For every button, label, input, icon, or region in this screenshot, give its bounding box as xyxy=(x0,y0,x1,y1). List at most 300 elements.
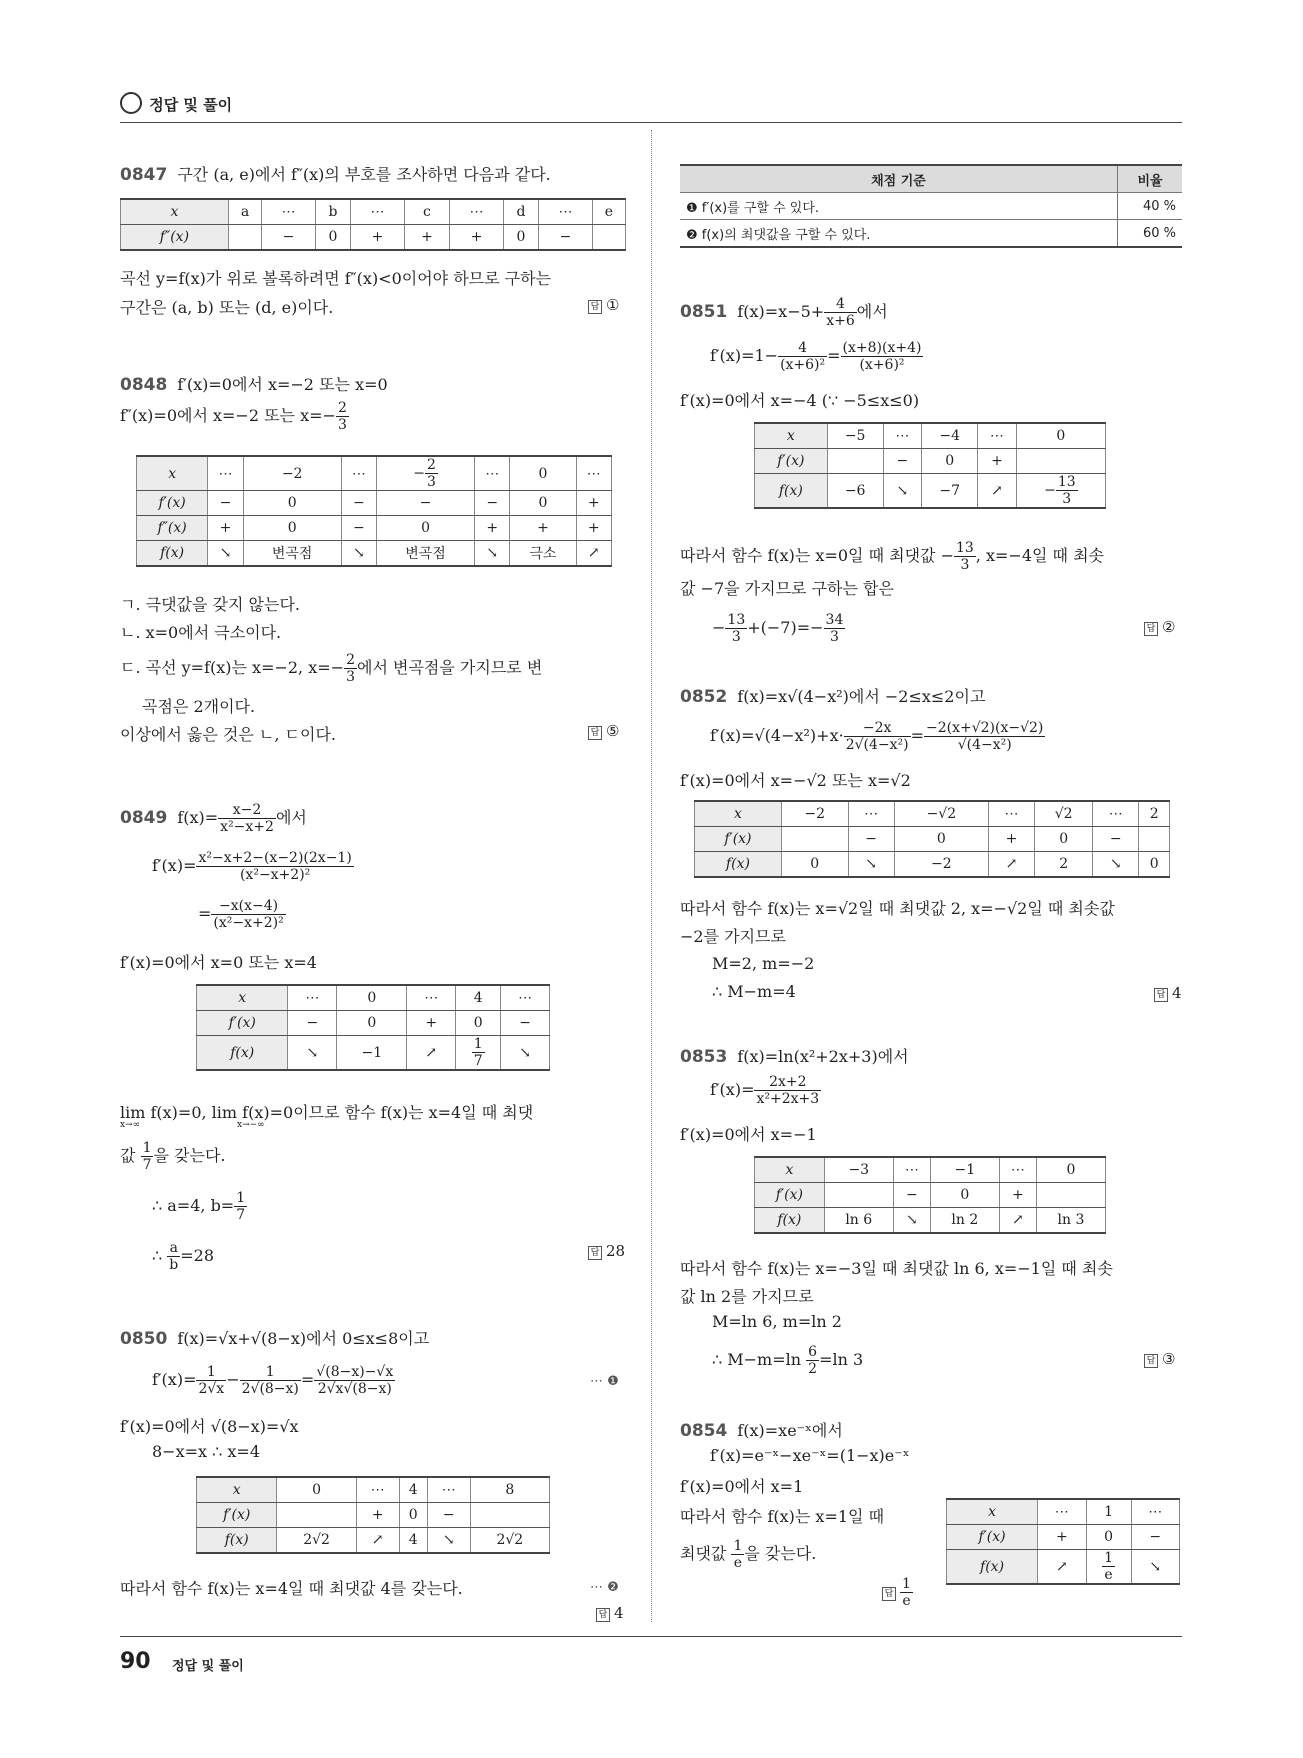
derivative-line: f′(x)=√(4−x²)+x· $\frac{-2x}{\text{2√(4−x²)}}$ = $\frac{-2(x+√2)(x-√2)}{\text{√(4−x²)}}$ xyxy=(710,720,1044,753)
table-cell: 0 xyxy=(510,491,576,516)
table-cell: d xyxy=(503,199,539,225)
table-cell: + xyxy=(1038,1525,1086,1550)
fraction xyxy=(314,1364,395,1397)
problem-text: 구간 (a, e)에서 f″(x)의 부호를 조사하면 다음과 같다. xyxy=(177,165,551,184)
numerator: 4 xyxy=(778,340,827,357)
table-cell: a xyxy=(228,199,261,225)
table-cell: 0 xyxy=(1016,423,1105,449)
grading-row xyxy=(680,220,1182,248)
numerator: 2 xyxy=(337,400,347,416)
table-cell: ↘ xyxy=(1131,1550,1179,1585)
answer-icon: 답 xyxy=(1144,622,1158,636)
text-line: 이상에서 옳은 것은 ㄴ, ㄷ이다. xyxy=(120,725,336,744)
fraction xyxy=(167,1240,180,1273)
table-row xyxy=(755,1208,1106,1234)
row-header: f″(x) xyxy=(121,225,229,251)
answer-icon: 답 xyxy=(1154,988,1168,1002)
table-cell: −1 xyxy=(930,1157,999,1183)
row-header: x xyxy=(197,1477,277,1503)
answer-value: ① xyxy=(606,296,620,314)
table-cell: 변곡점 xyxy=(377,541,475,567)
text: f′(x)=√(4−x²)+x· xyxy=(710,726,844,745)
answer-0852 xyxy=(1154,984,1182,1002)
denominator: 3 xyxy=(829,629,839,645)
numerator: x²−x+2−(x−2)(2x−1) xyxy=(198,850,352,866)
sign-table-0853 xyxy=(754,1156,1106,1234)
table-cell: ⋯ xyxy=(341,456,376,491)
row-header: x xyxy=(121,199,229,225)
row-header: x xyxy=(197,985,288,1011)
denominator: 3 xyxy=(1062,491,1072,507)
numerator: 2x+2 xyxy=(754,1074,821,1091)
table-row xyxy=(947,1525,1180,1550)
table-cell: 0 xyxy=(377,516,475,541)
answer-fraction xyxy=(900,1576,913,1609)
answer-value: ② xyxy=(1162,618,1176,636)
denominator: (x²−x+2)² xyxy=(239,867,311,883)
table-cell: ↗ xyxy=(407,1036,456,1071)
row-header: f′(x) xyxy=(197,1503,277,1528)
table-cell: ↘ xyxy=(288,1036,337,1071)
answer-0849 xyxy=(588,1242,625,1260)
table-cell: 0 xyxy=(894,827,988,852)
text: =28 xyxy=(180,1246,215,1265)
row-header: f′(x) xyxy=(137,491,208,516)
statement: ㄴ. x=0에서 극소이다. xyxy=(120,623,282,642)
table-cell: 2√2 xyxy=(277,1528,356,1554)
text-line xyxy=(152,1240,214,1273)
denominator: 2√(8−x) xyxy=(241,1381,299,1397)
problem-number: 0854 xyxy=(680,1421,728,1441)
problem-number: 0853 xyxy=(680,1047,728,1067)
table-cell: 0 xyxy=(337,985,407,1011)
derivative-line xyxy=(710,1074,821,1107)
fraction xyxy=(196,850,353,883)
table-cell: 0 xyxy=(456,1011,501,1036)
table-cell xyxy=(277,1503,356,1528)
numerator: 1 xyxy=(236,1190,246,1206)
smile-icon xyxy=(120,92,142,114)
grading-criteria: ❷ f(x)의 최댓값을 구할 수 있다. xyxy=(680,220,1118,248)
fraction xyxy=(240,1364,301,1397)
table-cell: − xyxy=(1131,1525,1179,1550)
text: ∴ M−m=ln xyxy=(712,1350,802,1369)
text: 에서 변곡점을 가지므로 변 xyxy=(357,658,543,677)
table-row xyxy=(137,541,612,567)
table-cell: ↘ xyxy=(475,541,510,567)
table-cell: + xyxy=(407,1011,456,1036)
row-header: x xyxy=(695,801,782,827)
text-line: M=2, m=−2 xyxy=(712,954,815,973)
table-cell: √2 xyxy=(1035,801,1093,827)
text: ∴ xyxy=(152,1246,163,1265)
text: 에서 xyxy=(856,302,888,321)
text-line xyxy=(712,612,845,645)
numerator: −2x xyxy=(844,720,911,737)
text-line: 값 ln 2를 가지므로 xyxy=(680,1287,814,1306)
table-cell: + xyxy=(475,516,510,541)
text-line: 곡선 y=f(x)가 위로 볼록하려면 f″(x)<0이어야 하므로 구하는 xyxy=(120,269,552,288)
table-cell: ⋯ xyxy=(988,801,1034,827)
table-cell: c xyxy=(404,199,449,225)
table-cell: −1 xyxy=(337,1036,407,1071)
numerator: 2 xyxy=(346,652,355,668)
table-cell xyxy=(827,449,883,474)
denominator: 2√x√(8−x) xyxy=(317,1381,392,1397)
row-header: x xyxy=(755,1157,825,1183)
table-cell: 변곡점 xyxy=(243,541,341,567)
numerator: −2(x+√2)(x−√2) xyxy=(926,720,1044,736)
grading-ratio: 40 % xyxy=(1118,193,1183,220)
table-row xyxy=(137,491,612,516)
denominator: 3 xyxy=(426,474,436,490)
table-row xyxy=(695,801,1170,827)
table-cell: −7 xyxy=(922,474,978,509)
table-row xyxy=(755,423,1106,449)
numerator: −x(x−4) xyxy=(211,898,285,915)
table-cell: −2 xyxy=(894,852,988,878)
problem-0850-header xyxy=(120,1326,429,1349)
row-header: f(x) xyxy=(755,474,828,509)
answer-icon: 답 xyxy=(1144,1354,1158,1368)
table-cell: − $\frac{13}{3}$ xyxy=(1016,474,1105,509)
table-cell: ↘ xyxy=(883,474,922,509)
table-cell: ↗ xyxy=(999,1208,1036,1234)
answer-value: 28 xyxy=(606,1242,626,1260)
denominator: 3 xyxy=(346,669,355,685)
table-cell: ↗ xyxy=(576,541,611,567)
table-row xyxy=(947,1499,1180,1525)
table-cell: ↘ xyxy=(848,852,894,878)
fraction xyxy=(141,1140,154,1173)
table-cell: ln 3 xyxy=(1036,1208,1105,1234)
table-cell xyxy=(592,225,625,251)
text-line xyxy=(152,1190,247,1223)
denominator: 2 xyxy=(808,1361,818,1377)
table-cell: − xyxy=(262,225,316,251)
grading-header-ratio: 비율 xyxy=(1118,165,1183,193)
text-line: 8−x=x ∴ x=4 xyxy=(152,1442,260,1461)
table-cell: ⋯ xyxy=(539,199,593,225)
table-cell: 1 xyxy=(1086,1499,1131,1525)
table-cell: − xyxy=(539,225,593,251)
table-cell: ⋯ xyxy=(999,1157,1036,1183)
table-cell: 0 xyxy=(1086,1525,1131,1550)
text-line: 구간은 (a, b) 또는 (d, e)이다. xyxy=(120,298,334,317)
fraction xyxy=(472,1036,485,1069)
numerator: 1 xyxy=(142,1140,152,1156)
grading-header-row xyxy=(680,165,1182,193)
fraction xyxy=(841,340,924,373)
text-line: 따라서 함수 f(x)는 x=1일 때 xyxy=(680,1507,885,1526)
footer-title: 정답 및 풀이 xyxy=(172,1659,244,1674)
numerator: 1 xyxy=(733,1538,743,1554)
denominator: 2√(4−x²) xyxy=(845,737,909,753)
table-cell: 0 xyxy=(337,1011,407,1036)
numerator: 1 xyxy=(473,1036,483,1052)
text: − xyxy=(712,618,726,637)
denominator: e xyxy=(1104,1567,1113,1583)
step-marker-2: ⋯ ❷ xyxy=(590,1580,619,1595)
header-title: 정답 및 풀이 xyxy=(149,96,233,114)
answer-0853 xyxy=(1144,1350,1175,1368)
row-header: f(x) xyxy=(197,1528,277,1554)
numerator: 2 xyxy=(426,457,436,473)
text: =ln 3 xyxy=(819,1350,864,1369)
table-cell: + xyxy=(978,449,1017,474)
table-cell xyxy=(228,225,261,251)
table-cell xyxy=(824,1183,893,1208)
table-cell: + xyxy=(576,516,611,541)
table-cell: ↗ xyxy=(978,474,1017,509)
text: , x=−4일 때 최솟 xyxy=(975,546,1104,565)
table-cell: − $\frac{2}{3}$ xyxy=(377,456,475,491)
table-cell: ↘ xyxy=(893,1208,930,1234)
text-line: f′(x)=0에서 x=0 또는 x=4 xyxy=(120,953,317,972)
numerator: 1 xyxy=(1104,1550,1113,1566)
table-cell: 0 xyxy=(510,456,576,491)
page-header xyxy=(120,92,1182,123)
numerator: 1 xyxy=(902,1576,911,1592)
statement: ㄱ. 극댓값을 갖지 않는다. xyxy=(120,595,300,614)
table-cell: + xyxy=(351,225,405,251)
row-header: f′(x) xyxy=(755,449,828,474)
denominator: 7 xyxy=(473,1053,483,1069)
table-cell: ⋯ xyxy=(351,199,405,225)
text-line: −2를 가지므로 xyxy=(680,927,786,946)
table-cell: 0 xyxy=(1035,827,1093,852)
page-number: 90 xyxy=(120,1649,151,1674)
table-cell xyxy=(781,827,848,852)
problem-0854-header xyxy=(680,1418,843,1441)
table-cell: ln 2 xyxy=(930,1208,999,1234)
row-header: x xyxy=(755,423,828,449)
table-cell: −2 xyxy=(781,801,848,827)
table-cell: ⋯ xyxy=(288,985,337,1011)
answer-0851 xyxy=(1144,618,1175,636)
sign-table-0852 xyxy=(694,800,1170,878)
table-cell: ↘ xyxy=(501,1036,550,1071)
row-header: f′(x) xyxy=(947,1525,1038,1550)
denominator: e xyxy=(733,1555,743,1571)
numerator: √(8−x)−√x xyxy=(316,1364,394,1380)
grading-header-criteria: 채점 기준 xyxy=(680,165,1118,193)
table-cell: −3 xyxy=(824,1157,893,1183)
problem-0849-header xyxy=(120,802,307,835)
table-cell: 0 xyxy=(1139,852,1170,878)
answer-0854 xyxy=(882,1576,913,1609)
problem-0851-header xyxy=(680,296,888,329)
denominator: e xyxy=(902,1593,911,1609)
table-cell: + xyxy=(576,491,611,516)
text: 을 갖는다. xyxy=(153,1146,226,1165)
table-cell: 2 xyxy=(1139,801,1170,827)
table-row xyxy=(137,456,612,491)
sign-table-0849 xyxy=(196,984,550,1071)
answer-icon: 답 xyxy=(588,726,602,740)
table-cell: 0 xyxy=(1036,1157,1105,1183)
problem-text: f(x)=x√(4−x²)에서 −2≤x≤2이고 xyxy=(737,687,986,706)
problem-text: f(x)=xe⁻ˣ에서 xyxy=(737,1421,843,1440)
table-cell: ⋯ xyxy=(501,985,550,1011)
fraction xyxy=(754,1074,821,1107)
table-cell: 2√2 xyxy=(470,1528,549,1554)
fraction xyxy=(1102,1550,1115,1583)
table-cell: ⋯ xyxy=(475,456,510,491)
table-cell: ln 6 xyxy=(824,1208,893,1234)
table-cell: 0 xyxy=(781,852,848,878)
table-cell: ↘ xyxy=(341,541,376,567)
table-cell: ⋯ xyxy=(1038,1499,1086,1525)
table-row xyxy=(695,852,1170,878)
text-line: f′(x)=0에서 x=−√2 또는 x=√2 xyxy=(680,771,911,790)
fraction xyxy=(954,540,976,573)
table-cell: ↘ xyxy=(427,1528,470,1554)
problem-text: f′(x)=0에서 x=−2 또는 x=0 xyxy=(177,375,388,394)
table-cell: ⋯ xyxy=(978,423,1017,449)
text-line: f′(x)=0에서 x=1 xyxy=(680,1477,804,1496)
table-cell: − xyxy=(377,491,475,516)
text: f(x)=x−5+ xyxy=(737,302,825,321)
text-line: 따라서 함수 f(x)는 x=√2일 때 최댓값 2, x=−√2일 때 최솟값 xyxy=(680,899,1115,918)
table-cell: ⋯ xyxy=(1093,801,1139,827)
problem-0847-header xyxy=(120,162,551,185)
table-cell: − xyxy=(208,491,243,516)
table-row xyxy=(197,1528,550,1554)
table-cell: ⋯ xyxy=(450,199,504,225)
text-line xyxy=(120,1140,225,1173)
table-cell: b xyxy=(315,199,351,225)
table-cell: −4 xyxy=(922,423,978,449)
answer-icon: 답 xyxy=(588,300,602,314)
text-line: M=ln 6, m=ln 2 xyxy=(712,1312,842,1331)
fraction xyxy=(806,1344,819,1377)
table-cell: − xyxy=(427,1503,470,1528)
fraction xyxy=(196,1364,226,1397)
denominator: √(4−x²) xyxy=(957,737,1012,753)
table-cell: ⋯ xyxy=(407,985,456,1011)
problem-number: 0852 xyxy=(680,687,728,707)
table-cell: + xyxy=(404,225,449,251)
row-header: x xyxy=(947,1499,1038,1525)
fraction xyxy=(924,720,1045,753)
derivative-line: f′(x)=1− $\frac{4}{\text{(x+6)²}}$ = $\frac{(x+8)(x+4)}{\text{(x+6)²}}$ xyxy=(710,340,922,373)
fraction xyxy=(844,720,911,753)
table-row xyxy=(947,1550,1180,1585)
text: 에서 xyxy=(275,808,307,827)
text: ㄷ. 곡선 y=f(x)는 x=−2, x=− xyxy=(120,658,345,677)
grading-table xyxy=(680,164,1182,248)
table-cell: − xyxy=(1093,827,1139,852)
denominator: x²+2x+3 xyxy=(756,1091,820,1107)
table-cell: e xyxy=(592,199,625,225)
numerator: 1 xyxy=(240,1364,301,1381)
text-line: ∴ M−m=4 xyxy=(712,982,796,1001)
table-cell: + xyxy=(999,1183,1036,1208)
text: +(−7)=− xyxy=(747,618,824,637)
table-cell: 8 xyxy=(470,1477,549,1503)
sign-table-0851 xyxy=(754,422,1106,509)
fraction xyxy=(824,612,846,645)
problem-0852-header xyxy=(680,684,985,707)
row-header: f(x) xyxy=(137,541,208,567)
row-header: f(x) xyxy=(755,1208,825,1234)
text: ∴ a=4, b= xyxy=(152,1196,235,1215)
statement: 곡점은 2개이다. xyxy=(142,697,256,716)
fraction xyxy=(425,457,438,490)
answer-icon: 답 xyxy=(882,1587,896,1601)
fraction xyxy=(218,802,276,835)
table-cell: 0 xyxy=(315,225,351,251)
text: = xyxy=(198,904,212,923)
table-cell: −√2 xyxy=(894,801,988,827)
denominator: 3 xyxy=(337,417,347,433)
limit-sub: x→∞ xyxy=(120,1120,141,1130)
table-cell: −6 xyxy=(827,474,883,509)
sign-table-0848 xyxy=(136,455,612,567)
text: 값 xyxy=(120,1146,136,1165)
text: lim f(x)=0, lim f(x)=0이므로 함수 f(x)는 x=4일 때 최댓 xyxy=(120,1103,534,1122)
problem-0848-header xyxy=(120,372,388,395)
table-cell xyxy=(1036,1183,1105,1208)
table-cell xyxy=(1086,1550,1131,1585)
sign-table-0850 xyxy=(196,1476,550,1554)
table-cell: ⋯ xyxy=(848,801,894,827)
grading-row xyxy=(680,193,1182,220)
problem-number: 0847 xyxy=(120,165,168,185)
problem-number: 0849 xyxy=(120,808,168,828)
table-cell: 4 xyxy=(456,985,501,1011)
denominator: x+6 xyxy=(826,313,855,329)
problem-number: 0851 xyxy=(680,302,728,322)
table-cell: ↘ xyxy=(1093,852,1139,878)
table-cell: 0 xyxy=(277,1477,356,1503)
table-cell: + xyxy=(510,516,576,541)
problem-text: f(x)=√x+√(8−x)에서 0≤x≤8이고 xyxy=(177,1329,430,1348)
limit-sub: x→−∞ xyxy=(237,1120,265,1130)
table-cell: ⋯ xyxy=(427,1477,470,1503)
row-header: f′(x) xyxy=(197,1011,288,1036)
derivative-line: f′(x)=e⁻ˣ−xe⁻ˣ=(1−x)e⁻ˣ xyxy=(710,1446,910,1465)
answer-value: ③ xyxy=(1162,1350,1176,1368)
table-row xyxy=(197,985,550,1011)
denominator: 7 xyxy=(142,1157,152,1173)
text-line xyxy=(680,1538,816,1571)
text: f′(x)= xyxy=(152,1370,197,1389)
numerator: a xyxy=(167,1240,180,1257)
table-cell: ⋯ xyxy=(576,456,611,491)
table-cell: 0 xyxy=(243,516,341,541)
table-cell: 2 xyxy=(1035,852,1093,878)
limit-line xyxy=(120,1100,534,1130)
table-cell xyxy=(470,1503,549,1528)
table-row xyxy=(695,827,1170,852)
table-row xyxy=(197,1503,550,1528)
table-row xyxy=(755,1183,1106,1208)
text-line xyxy=(120,400,349,433)
page-footer xyxy=(120,1636,1182,1674)
numerator: 34 xyxy=(825,612,844,628)
table-cell: −5 xyxy=(827,423,883,449)
answer-value: 4 xyxy=(614,1604,624,1622)
text: 따라서 함수 f(x)는 x=0일 때 최댓값 − xyxy=(680,546,954,565)
table-cell: ⋯ xyxy=(356,1477,399,1503)
fraction xyxy=(778,340,827,373)
numerator: 13 xyxy=(1057,474,1076,490)
fraction xyxy=(1056,474,1078,507)
table-cell: − xyxy=(475,491,510,516)
row-header: f(x) xyxy=(947,1550,1038,1585)
